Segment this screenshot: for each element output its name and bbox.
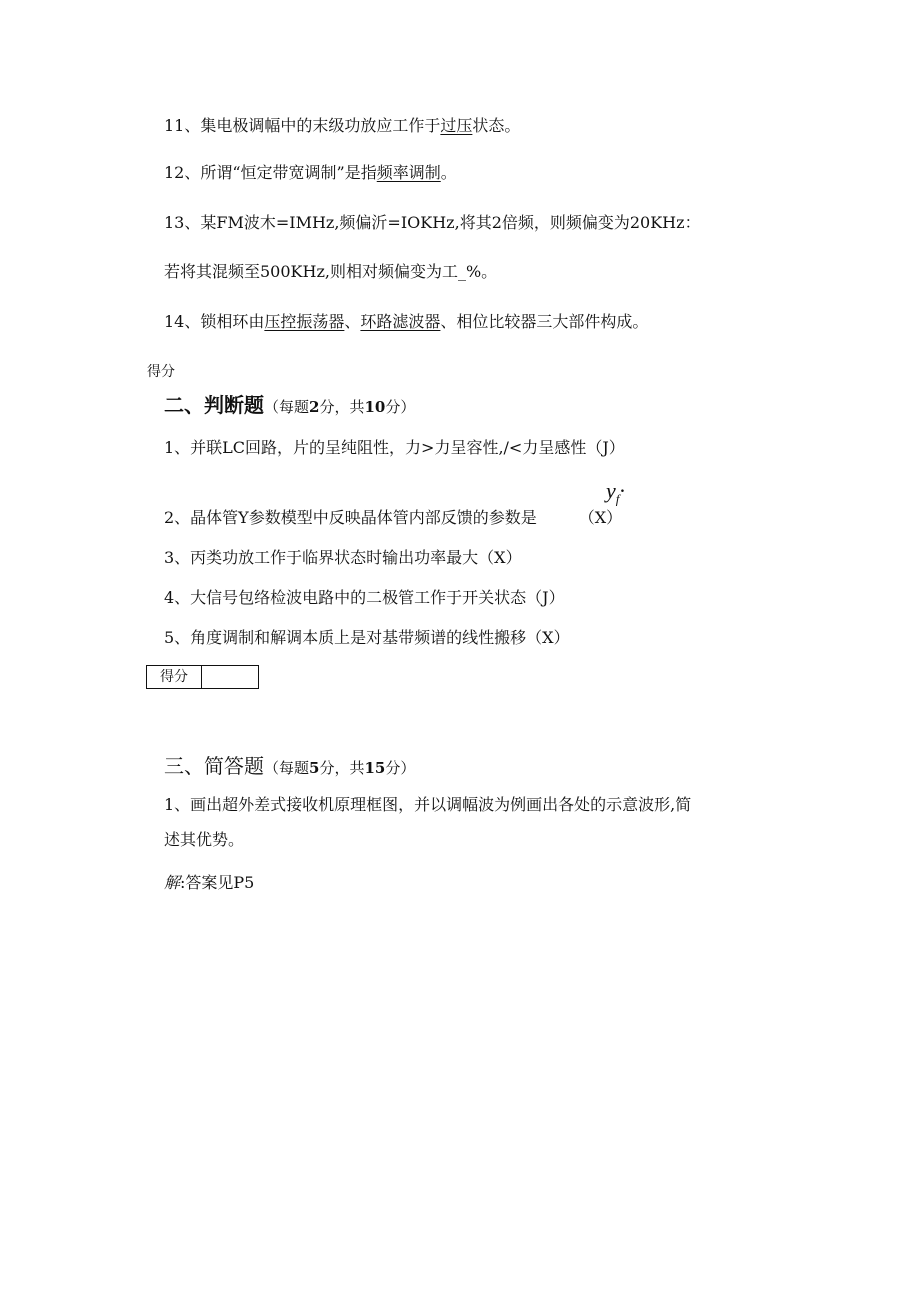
question-14-text: 14、锁相环由 [164, 312, 265, 331]
question-14-separator: 、 [344, 312, 361, 331]
judge-item-5: 5、角度调制和解调本质上是对基带频谱的线性搬移（X） [164, 628, 570, 647]
section-3-note-prefix: （每题 [264, 759, 310, 777]
yf-formula [606, 478, 625, 507]
judge-item-3: 3、丙类功放工作于临界状态时输出功率最大（X） [164, 548, 522, 567]
yf-dot: · [619, 478, 625, 503]
section-3-note-n2: 15 [364, 759, 386, 777]
short-answer-q1-line-1: 1、画出超外差式接收机原理框图，并以调幅波为例画出各处的示意波形,简 [164, 795, 692, 814]
section-2-note-n1: 2 [309, 398, 320, 416]
question-11-suffix: 状态。 [472, 116, 521, 135]
question-14-suffix: 、相位比较器三大部件构成。 [440, 312, 649, 331]
judge-item-2-text: 2、晶体管Y参数模型中反映晶体管内部反馈的参数是 [164, 508, 537, 527]
score-label-section-2: 得分 [147, 364, 175, 380]
section-3-note [264, 759, 415, 777]
score-box-label: 得分 [147, 666, 202, 688]
judge-item-2 [164, 506, 622, 530]
section-2-title: 二、判断题 [164, 393, 264, 417]
section-3-note-mid: 分，共 [319, 759, 365, 777]
score-box-section-3 [146, 665, 259, 689]
score-box-blank [202, 666, 258, 688]
section-3-title: 三、简答题 [164, 754, 264, 778]
judge-item-1: 1、并联LC回路，片的呈纯阻性，力>力呈容性,/<力呈感性（J） [164, 438, 625, 457]
yf-sub: f [615, 491, 620, 507]
question-11-text: 11、集电极调幅中的末级功放应工作于 [164, 116, 441, 135]
answer-label: 解 [164, 873, 181, 892]
question-13-line-1: 13、某FM波木=IMHz,频偏沂=IOKHz,将其2倍频，则频偏变为20KHz： [164, 213, 701, 232]
question-14 [164, 310, 648, 334]
section-3-note-n1: 5 [309, 759, 320, 777]
judge-item-2-mark: （X） [578, 508, 623, 527]
section-2-note-prefix: （每题 [264, 398, 310, 416]
question-11 [164, 114, 520, 138]
section-2-note-suffix: 分） [385, 398, 416, 416]
yf-main: y [606, 478, 616, 503]
judge-item-4: 4、大信号包络检波电路中的二极管工作于开关状态（J） [164, 588, 565, 607]
question-14-answer-1: 压控振荡器 [264, 312, 345, 331]
question-13-line-2: 若将其混频至500KHz,则相对频偏变为工_%。 [164, 262, 498, 281]
question-14-answer-2: 环路滤波器 [360, 312, 441, 331]
section-3-note-suffix: 分） [385, 759, 416, 777]
section-2-note-n2: 10 [364, 398, 386, 416]
section-2-note-mid: 分，共 [319, 398, 365, 416]
question-12 [164, 161, 457, 185]
question-12-answer: 频率调制 [376, 163, 441, 182]
question-12-suffix: 。 [440, 163, 457, 182]
section-2-heading [164, 389, 415, 418]
answer-text: :答案见P5 [180, 873, 255, 892]
section-2-note [264, 398, 415, 416]
section-3-heading [164, 750, 415, 779]
question-11-answer: 过压 [440, 116, 473, 135]
answer-line [164, 871, 254, 895]
question-12-text: 12、所谓“恒定带宽调制”是指 [164, 163, 377, 182]
short-answer-q1-line-2: 述其优势。 [164, 830, 245, 849]
